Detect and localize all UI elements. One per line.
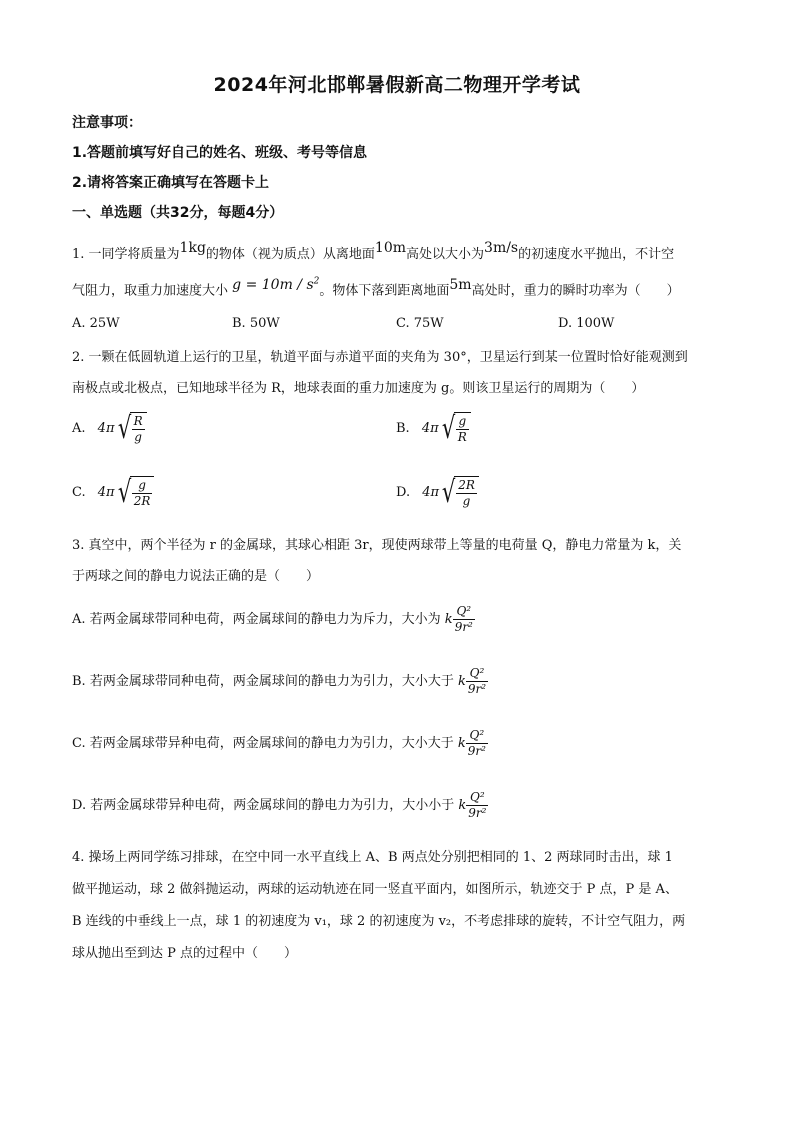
fraction-denominator: 9r² bbox=[467, 744, 486, 758]
q1-text: 的物体（视为质点）从离地面 bbox=[205, 247, 375, 262]
fraction bbox=[130, 412, 147, 445]
option-text: B. 若两金属球带同种电荷，两金属球间的静电力为引力，大小大于 bbox=[72, 674, 454, 689]
q2-options bbox=[72, 412, 732, 532]
section-heading: 一、单选题（共32分，每题4分） bbox=[72, 205, 284, 221]
q1-gravity-value: g = 10m / s bbox=[232, 276, 314, 293]
fraction-denominator: 9r² bbox=[468, 806, 487, 820]
fraction-numerator: g bbox=[138, 478, 146, 492]
notes-heading: 注意事项： bbox=[72, 115, 142, 131]
q3-option-a[interactable] bbox=[72, 604, 475, 635]
question-4-line-3: B 连线的中垂线上一点，球 1 的初速度为 v₁，球 2 的初速度为 v₂，不考虑排球的旋转，不计空气阻力，两 bbox=[72, 914, 686, 929]
fraction-numerator: g bbox=[458, 414, 467, 428]
q1-gravity-exp: 2 bbox=[313, 276, 320, 286]
q1-option-a[interactable]: A. 25W bbox=[72, 316, 120, 331]
fraction bbox=[130, 476, 155, 509]
question-4-line-4: 球从抛出至到达 P 点的过程中（ ） bbox=[72, 946, 298, 961]
coulomb-constant: k bbox=[457, 736, 466, 751]
q1-text: 气阻力，取重力加速度大小 bbox=[72, 283, 229, 299]
fraction-denominator: 9r² bbox=[454, 620, 473, 634]
question-2-line-2: 南极点或北极点，已知地球半径为 R，地球表面的重力加速度为 g。则该卫星运行的周期为（ ） bbox=[72, 381, 645, 396]
q2-option-b[interactable] bbox=[396, 412, 471, 445]
notes-block bbox=[72, 108, 367, 198]
fraction bbox=[466, 666, 488, 697]
question-2-line-1: 2. 一颗在低圆轨道上运行的卫星，轨道平面与赤道平面的夹角为 30°，卫星运行到某一位置时恰好能观测到 bbox=[72, 350, 688, 365]
radical-sign: √ bbox=[117, 410, 131, 446]
option-label: A. bbox=[72, 421, 86, 436]
q1-option-b[interactable]: B. 50W bbox=[232, 316, 280, 331]
fraction-numerator: 2R bbox=[458, 478, 475, 492]
q1-height-2: 5m bbox=[449, 276, 472, 293]
fraction-numerator: Q² bbox=[456, 604, 472, 618]
fraction-denominator: 9r² bbox=[467, 682, 487, 696]
q3-option-d[interactable] bbox=[72, 790, 488, 821]
q1-text: 高处时，重力的瞬时功率为（ ） bbox=[471, 283, 680, 299]
question-2 bbox=[72, 342, 732, 404]
question-3-line-1: 3. 真空中，两个半径为 r 的金属球，其球心相距 3r，现使两球带上等量的电荷量 Q，静电力常量为 k，关 bbox=[72, 538, 682, 553]
question-3 bbox=[72, 530, 732, 592]
question-4 bbox=[72, 842, 732, 970]
option-coef: 4π bbox=[97, 485, 115, 500]
notes-item: 1.答题前填写好自己的姓名、班级、考号等信息 bbox=[72, 145, 368, 161]
page-title: 2024年河北邯郸暑假新高二物理开学考试 bbox=[213, 74, 581, 96]
fraction-numerator: Q² bbox=[469, 728, 485, 742]
coulomb-constant: k bbox=[444, 612, 453, 627]
fraction bbox=[466, 790, 488, 821]
question-4-line-1: 4. 操场上两同学练习排球，在空中同一水平直线上 A、B 两点处分别把相同的 1、2 两球同时击出，球 1 bbox=[72, 850, 673, 865]
coulomb-constant: k bbox=[457, 674, 466, 689]
option-text: A. 若两金属球带同种电荷，两金属球间的静电力为斥力，大小为 bbox=[72, 612, 441, 627]
radical-sign: √ bbox=[441, 410, 455, 446]
sqrt-expression bbox=[439, 412, 471, 445]
radical-sign: √ bbox=[117, 474, 131, 510]
fraction bbox=[466, 728, 488, 759]
option-label: B. bbox=[396, 421, 410, 436]
q3-options bbox=[72, 604, 732, 834]
q2-option-a[interactable] bbox=[72, 412, 147, 445]
fraction-numerator: Q² bbox=[469, 666, 485, 680]
fraction-denominator: 2R bbox=[133, 494, 151, 508]
q1-height: 10m bbox=[374, 240, 407, 256]
option-label: C. bbox=[72, 485, 86, 500]
q1-text: 。物体下落到距离地面 bbox=[319, 283, 450, 299]
notes-item: 2.请将答案正确填写在答题卡上 bbox=[72, 175, 270, 191]
coulomb-constant: k bbox=[458, 798, 467, 813]
fraction-denominator: R bbox=[457, 430, 467, 444]
q1-option-c[interactable]: C. 75W bbox=[396, 316, 444, 331]
option-coef: 4π bbox=[421, 421, 439, 436]
question-1 bbox=[72, 239, 732, 307]
sqrt-expression bbox=[115, 476, 155, 509]
fraction-numerator: R bbox=[133, 414, 143, 428]
fraction bbox=[454, 412, 471, 445]
q1-option-d[interactable]: D. 100W bbox=[558, 316, 615, 331]
question-1-line-2 bbox=[72, 272, 732, 307]
sqrt-expression bbox=[115, 412, 147, 445]
question-1-line-1 bbox=[72, 239, 732, 270]
q2-option-d[interactable] bbox=[396, 476, 479, 509]
sqrt-expression bbox=[439, 476, 479, 509]
fraction bbox=[454, 476, 479, 509]
fraction-denominator: g bbox=[456, 493, 477, 509]
fraction-numerator: Q² bbox=[470, 790, 485, 804]
question-4-line-2: 做平抛运动，球 2 做斜抛运动，两球的运动轨迹在同一竖直平面内，如图所示，轨迹交于 P 点，P 是 A、 bbox=[72, 882, 678, 897]
option-coef: 4π bbox=[97, 421, 115, 436]
q1-text: 1. 一同学将质量为 bbox=[72, 247, 180, 262]
q1-mass: 1kg bbox=[179, 240, 206, 256]
option-text: C. 若两金属球带异种电荷，两金属球间的静电力为引力，大小大于 bbox=[72, 736, 454, 751]
q3-option-c[interactable] bbox=[72, 728, 488, 759]
radical-sign: √ bbox=[441, 474, 456, 510]
q1-text: 的初速度水平抛出，不计空 bbox=[518, 247, 675, 262]
q2-option-c[interactable] bbox=[72, 476, 154, 509]
q1-gravity bbox=[232, 277, 319, 293]
q1-velocity: 3m/s bbox=[484, 240, 519, 256]
fraction bbox=[453, 604, 475, 635]
q1-text: 高处以大小为 bbox=[406, 247, 485, 262]
question-3-line-2: 于两球之间的静电力说法正确的是（ ） bbox=[72, 569, 320, 584]
option-text: D. 若两金属球带异种电荷，两金属球间的静电力为引力，大小小于 bbox=[72, 798, 455, 813]
option-coef: 4π bbox=[422, 485, 440, 500]
option-label: D. bbox=[396, 485, 411, 500]
q1-options bbox=[72, 316, 732, 336]
q3-option-b[interactable] bbox=[72, 666, 488, 697]
fraction-denominator: g bbox=[132, 429, 145, 445]
